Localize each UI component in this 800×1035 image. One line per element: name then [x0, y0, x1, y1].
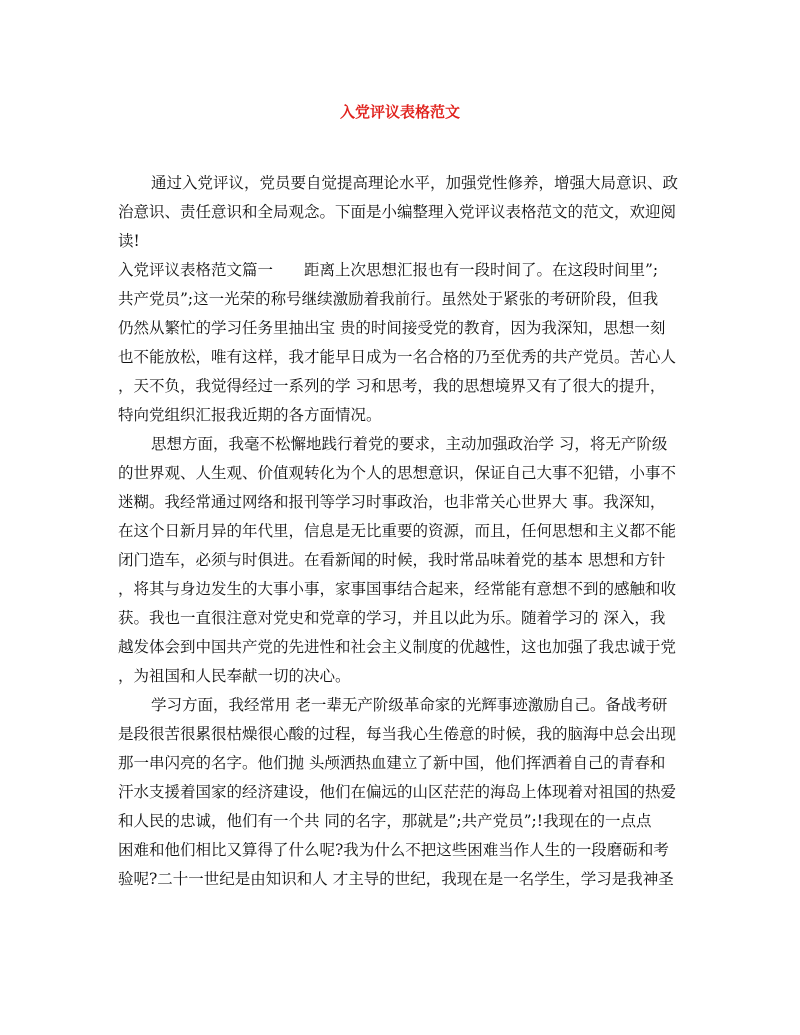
- text-line: 那一串闪亮的名字。他们抛 头颅洒热血建立了新中国，他们挥洒着自己的青春和: [118, 754, 666, 772]
- text-line: 学习方面，我经常用 老一辈无产阶级革命家的光辉事迹激励自己。备战考研: [151, 696, 668, 714]
- text-line: 是段很苦很累很枯燥很心酸的过程，每当我心生倦意的时候，我的脑海中总会出现: [118, 725, 677, 743]
- text-line: 读!: [118, 232, 140, 250]
- text-line: 越发体会到中国共产党的先进性和社会主义制度的优越性，这也加强了我忠诚于党: [118, 638, 677, 656]
- text-line: ，天不负，我觉得经过一系列的学 习和思考，我的思想境界又有了很大的提升，: [118, 377, 666, 395]
- text-line: ，将其与身边发生的大事小事，家事国事结合起来，经常能有意想不到的感触和收: [118, 580, 677, 598]
- text-line: 闭门造车，必须与时俱进。在看新闻的时候，我时常品味着党的基本 思想和方针: [118, 551, 666, 569]
- text-line: 仍然从繁忙的学习任务里抽出宝 贵的时间接受党的教育，因为我深知，思想一刻: [118, 319, 666, 337]
- text-line: ，为祖国和人民奉献一切的决心。: [118, 667, 351, 685]
- text-line: 和人民的忠诚，他们有一个共 同的名字，那就是”;共产党员”;!我现在的一点点: [118, 812, 652, 830]
- text-line: 通过入党评议，党员要自觉提高理论水平，加强党性修养，增强大局意识、政: [151, 174, 679, 192]
- document-title: 入党评议表格范文: [339, 103, 460, 121]
- text-line: 也不能放松，唯有这样，我才能早日成为一名合格的乃至优秀的共产党员。苦心人: [118, 348, 677, 366]
- document-body: [118, 169, 688, 894]
- text-line: 思想方面，我毫不松懈地践行着党的要求，主动加强政治学 习，将无产阶级: [151, 435, 668, 453]
- text-line: 验呢?二十一世纪是由知识和人 才主导的世纪，我现在是一名学生，学习是我神圣: [118, 870, 674, 888]
- text-line: 的世界观、人生观、价值观转化为个人的思想意识，保证自己大事不犯错，小事不: [118, 464, 677, 482]
- text-line: 在这个日新月异的年代里，信息是无比重要的资源，而且，任何思想和主义都不能: [118, 522, 677, 540]
- text-line: 共产党员”;这一光荣的称号继续激励着我前行。虽然处于紧张的考研阶段，但我: [118, 290, 659, 308]
- text-line: 特向党组织汇报我近期的各方面情况。: [118, 406, 382, 424]
- text-line: 迷糊。我经常通过网络和报刊等学习时事政治，也非常关心世界大 事。我深知，: [118, 493, 666, 511]
- text-line: 治意识、责任意识和全局观念。下面是小编整理入党评议表格范文的范文，欢迎阅: [118, 203, 677, 221]
- text-line: 困难和他们相比又算得了什么呢?我为什么不把这些困难当作人生的一段磨砺和考: [118, 841, 669, 859]
- text-line: 汗水支援着国家的经济建设，他们在偏远的山区茫茫的海岛上体现着对祖国的热爱: [118, 783, 677, 801]
- text-line: 获。我也一直很注意对党史和党章的学习，并且以此为乐。随着学习的 深入，我: [118, 609, 666, 627]
- text-line: 入党评议表格范文篇一 距离上次思想汇报也有一段时间了。在这段时间里”;: [118, 261, 659, 279]
